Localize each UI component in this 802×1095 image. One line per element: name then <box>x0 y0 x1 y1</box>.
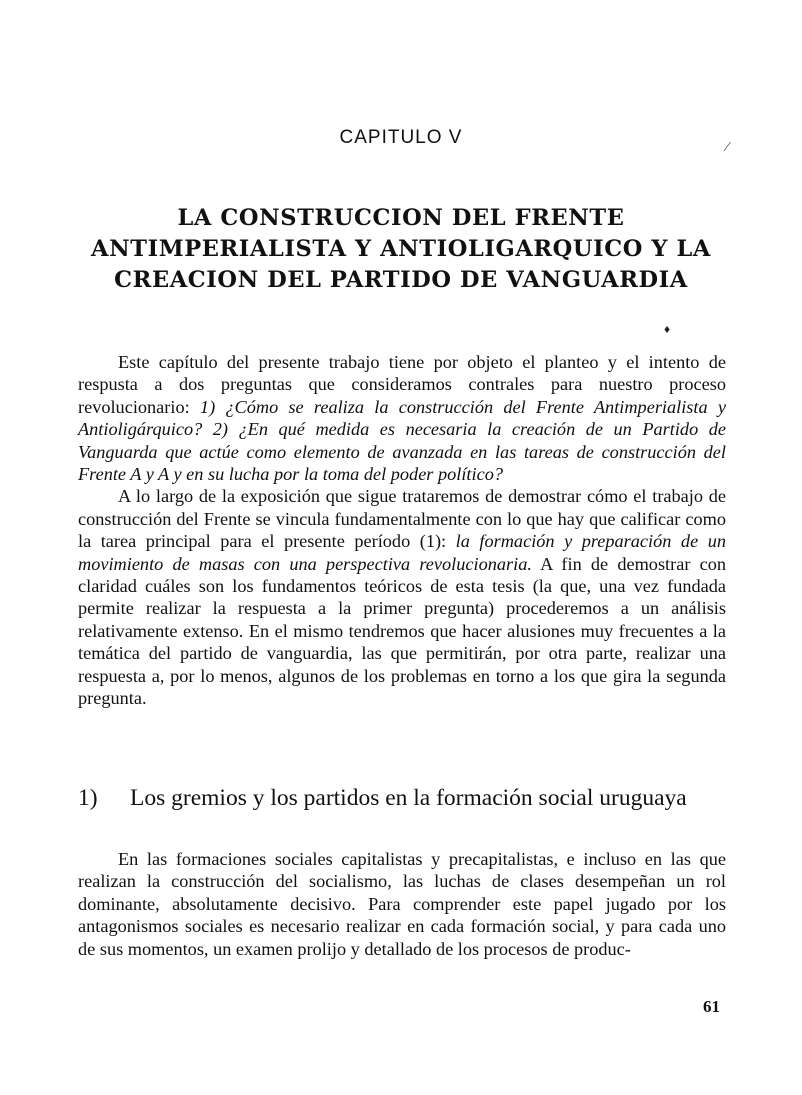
chapter-heading: CAPITULO V <box>339 127 463 148</box>
intro-text <box>78 351 726 710</box>
section-text <box>78 848 726 960</box>
title-line: LA CONSTRUCCION DEL FRENTE <box>177 205 625 231</box>
title-line: CREACION DEL PARTIDO DE VANGUARDIA <box>114 267 688 293</box>
section-title: Los gremios y los partidos en la formación social uruguaya <box>130 785 687 811</box>
page-number: 61 <box>703 997 720 1016</box>
section-heading <box>78 785 726 812</box>
paragraph: En las formaciones sociales capitalistas y precapitalistas, e incluso en las que realizan la construcción del socialismo, las luchas de clases desempeñan un rol dominante, absolutamente decisivo. Para comprender este papel jugado por los antagonismos sociales es necesario realizar en cada formación social, y para cada uno de sus momentos, un examen prolijo y detallado de los procesos de produc- <box>78 849 726 959</box>
stray-mark: ♦ <box>664 322 671 336</box>
paragraph: Este capítulo del presente trabajo tiene por objeto el planteo y el intento de respusta a dos preguntas que consideramos contrales para nuestro proceso revolucionario: 1) ¿Cómo se realiza la construcción del Frente Antimperialista y Antioligárquico? 2) ¿En qué medida es necesaria la creación de un Partido de Vanguarda que actúe como elemento de avanzada en las tareas de construcción del Frente A y A y en su lucha por la toma del poder político? <box>78 352 726 485</box>
section-number: 1) <box>78 785 98 811</box>
stray-mark: ⁄ <box>726 140 729 155</box>
chapter-title <box>60 203 742 296</box>
title-line: ANTIMPERIALISTA Y ANTIOLIGARQUICO Y LA <box>91 236 711 262</box>
paragraph: A lo largo de la exposición que sigue trataremos de demostrar cómo el trabajo de construcción del Frente se vincula fundamentalmente con lo que hay que calificar como la tarea principal para el presente período (1): la formación y preparación de un movimiento de masas con una perspectiva revolucionaria. A fin de demostrar con claridad cuáles son los fundamentos teóricos de esta tesis (la que, una vez fundada permite realizar la respuesta a la primer pregunta) procederemos a un análisis relativamente extenso. En el mismo tendremos que hacer alusiones muy frecuentes a la temática del partido de vanguardia, las que permitirán, por otra parte, realizar una respuesta a, por lo menos, algunos de los problemas en torno a los que gira la segunda pregunta. <box>78 486 726 709</box>
